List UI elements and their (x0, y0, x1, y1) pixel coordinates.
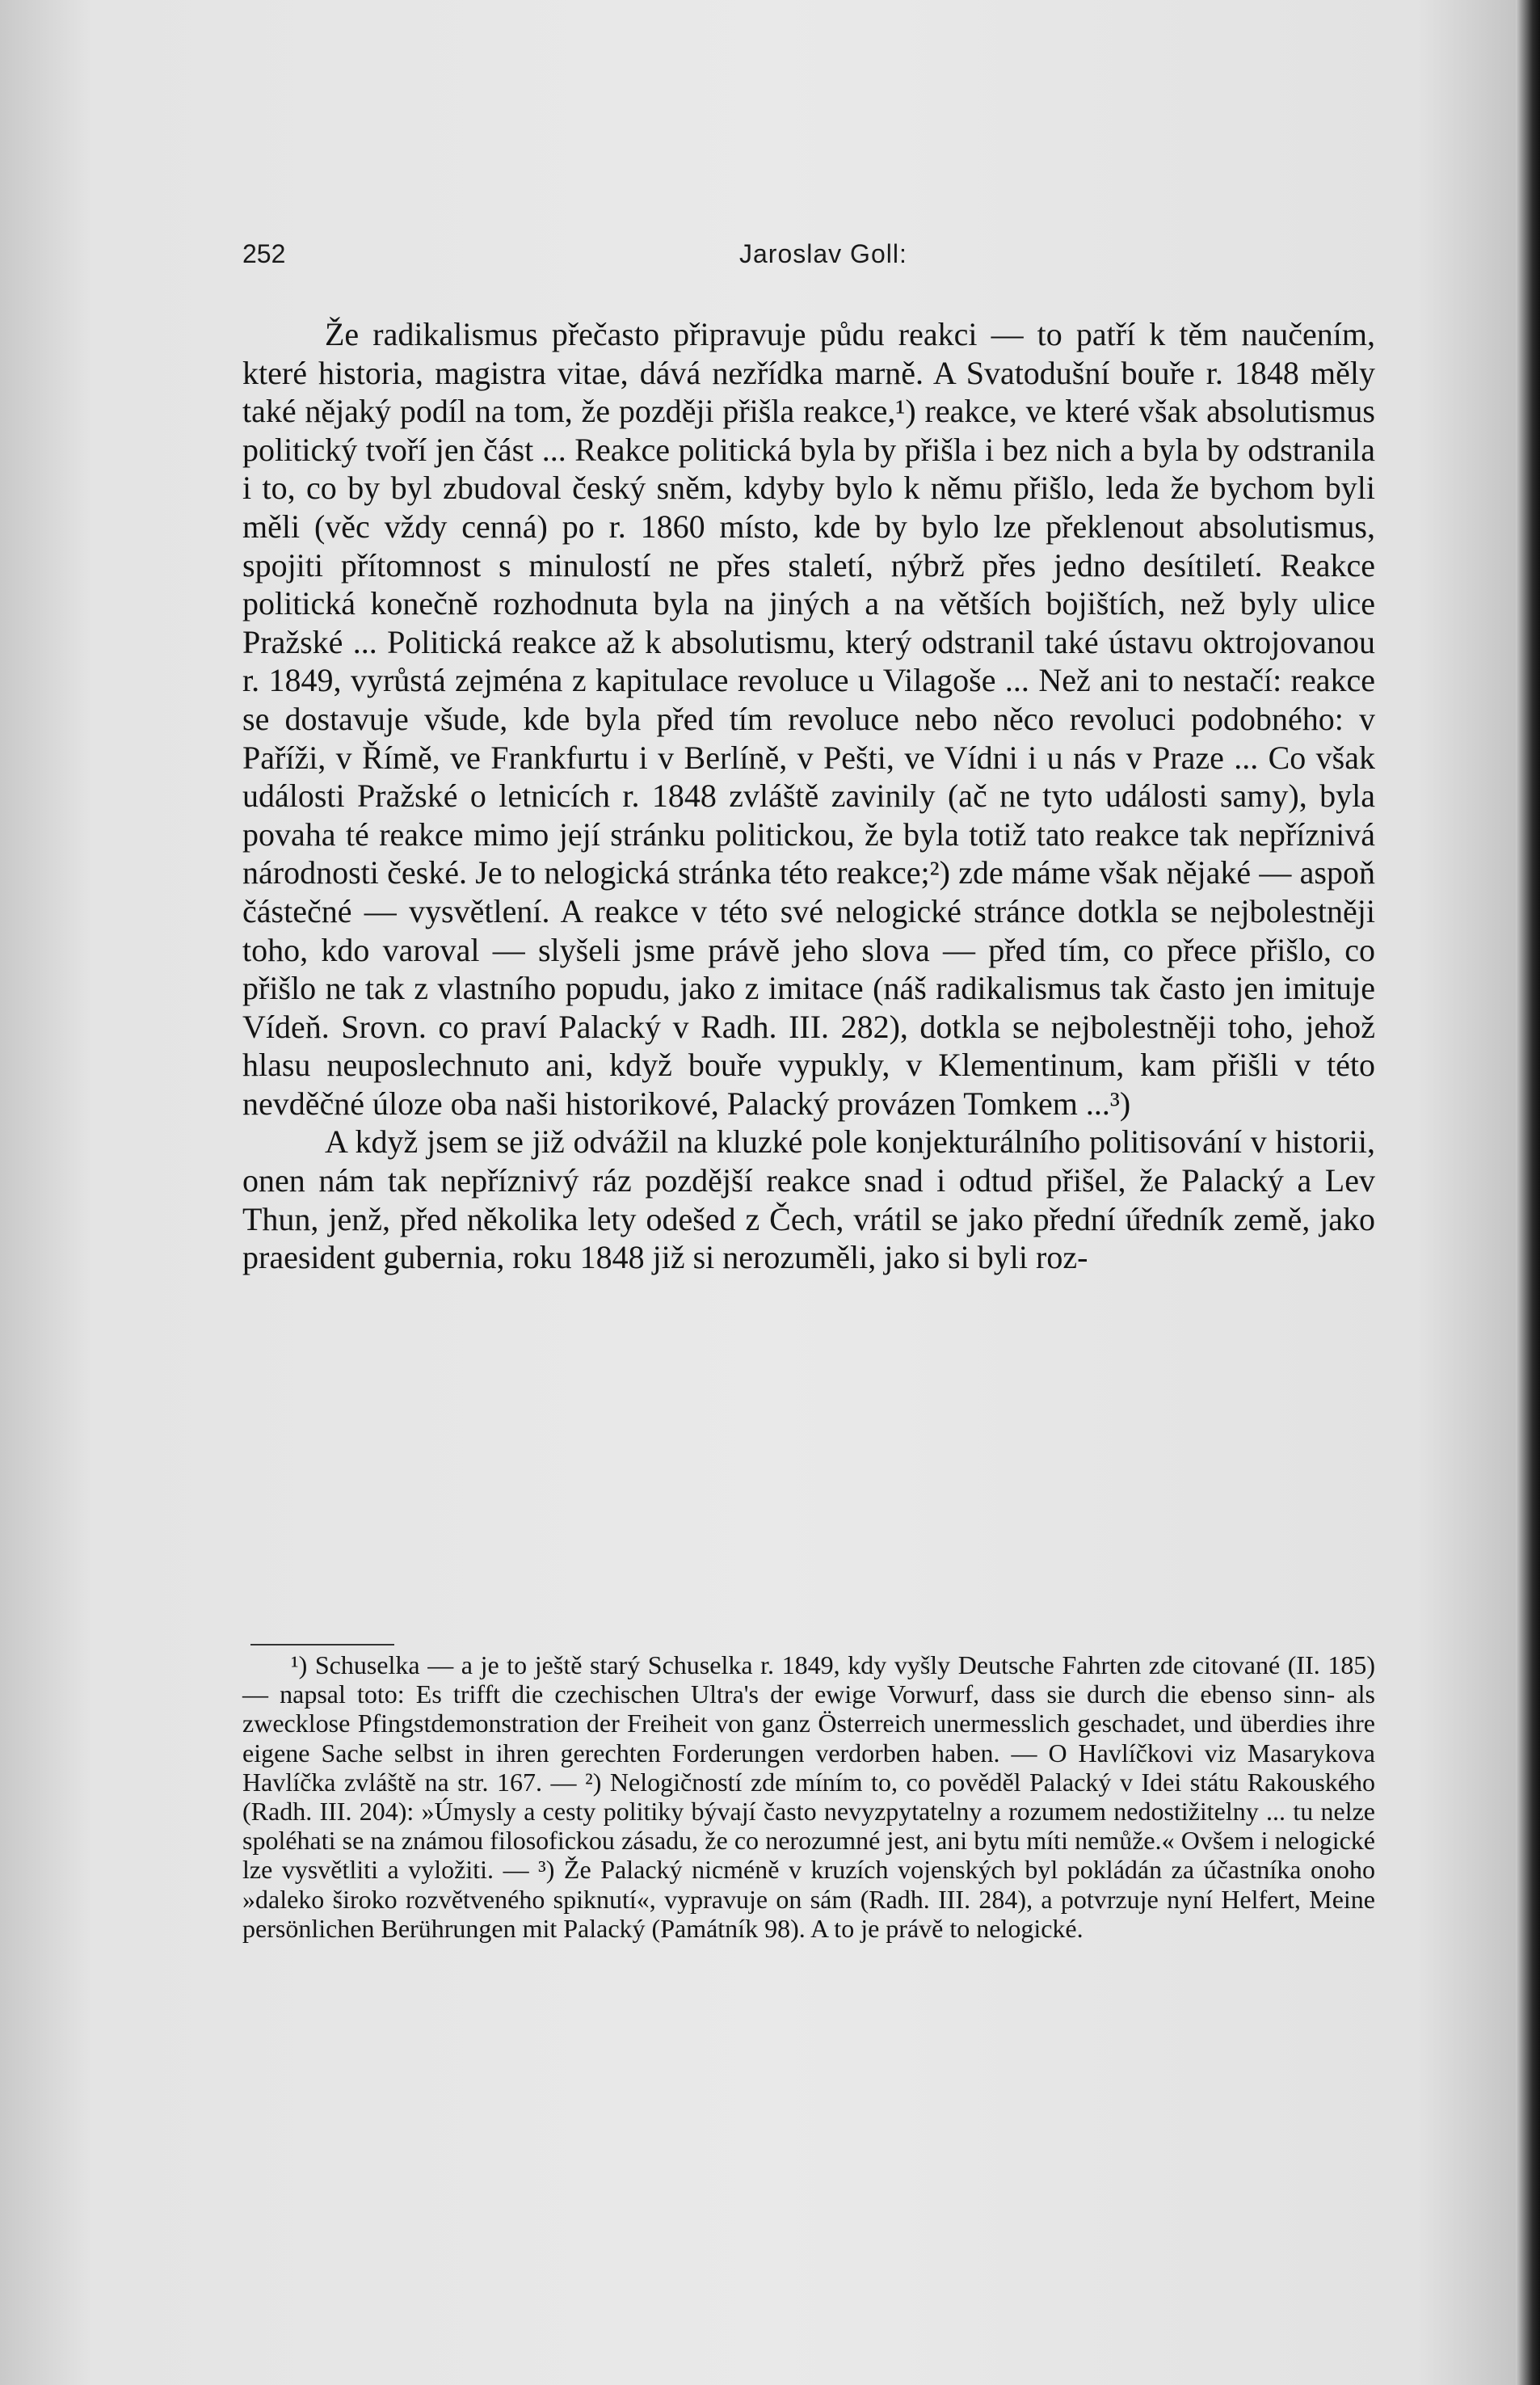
footnotes (242, 1650, 1375, 1943)
page-edge-shadow (1516, 0, 1540, 2385)
footnote-rule (250, 1644, 394, 1645)
running-head: Jaroslav Goll: (739, 239, 907, 268)
paragraph-2: A když jsem se již odvážil na kluzké pole konjekturálního politisování v historii, onen nám tak nepříznivý ráz pozdější reakce snad i odtud přišel, že Palacký a Lev Thun, jenž, před několika lety odešed z Čech, vrátil se jako přední úředník země, jako praesident gubernia, roku 1848 již si nerozuměli, jako si byli roz- (242, 1123, 1375, 1276)
page-number: 252 (242, 239, 286, 268)
footnote-text: ¹) Schuselka — a je to ještě starý Schuselka r. 1849, kdy vyšly Deutsche Fahrten zde citované (II. 185) — napsal toto: Es trifft die czechischen Ultra's der ewige Vorwurf, dass sie durch die ebenso sinn- als zwecklose Pfingstdemonstration der Freiheit von ganz Österreich unermesslich geschadet, und überdies ihre eigene Sache selbst in ihren gerechten Forderungen verdorben haben. — O Havlíčkovi viz Masarykova Havlíčka zvláště na str. 167. — ²) Nelogičností zde míním to, co pověděl Palacký v Idei státu Rakouského (Radh. III. 204): »Úmysly a cesty politiky bývají často nevyzpytatelny a rozumem nedostižitelny ... tu nelze spoléhati se na známou filosofickou zásadu, že co nerozumné jest, ani bytu míti nemůže.« Ovšem i nelogické lze vysvětliti a vyložiti. — ³) Že Palacký nicméně v kruzích vojenských byl pokládán za účastníka onoho »daleko široko rozvětveného spiknutí«, vypravuje on sám (Radh. III. 284), a potvrzuje nyní Helfert, Meine persönlichen Berührungen mit Palacký (Památník 98). A to je právě to nelogické. (242, 1650, 1375, 1943)
main-text (242, 315, 1375, 1277)
paragraph-1: Že radikalismus přečasto připravuje půdu reakci — to patří k těm naučením, které historia, magistra vitae, dává nezřídka marně. A Svatodušní bouře r. 1848 měly také nějaký podíl na tom, že později přišla reakce,¹) reakce, ve které však absolutismus politický tvoří jen část ... Reakce politická byla by přišla i bez nich a byla by odstranila i to, co by byl zbudoval český sněm, kdyby bylo k němu přišlo, leda že bychom byli měli (věc vždy cenná) po r. 1860 místo, kde by bylo lze překlenout absolutismus, spojiti přítomnost s minulostí ne přes staletí, nýbrž přes jedno desítiletí. Reakce politická konečně rozhodnuta byla na jiných a na větších bojištích, než byly ulice Pražské ... Politická reakce až k absolutismu, který odstranil také ústavu oktrojovanou r. 1849, vyrůstá zejména z kapitulace revoluce u Vilagoše ... Než ani to nestačí: reakce se dostavuje všude, kde byla před tím revoluce nebo něco revoluci podobného: v Paříži, v Římě, ve Frankfurtu i v Berlíně, v Pešti, ve Vídni i u nás v Praze ... Co však události Pražské o letnicích r. 1848 zvláště zavinily (ač ne tyto události samy), byla povaha té reakce mimo její stránku politickou, že byla totiž tato reakce tak nepříznivá národnosti české. Je to nelogická stránka této reakce;²) zde máme však nějaké — aspoň částečné — vysvětlení. A reakce v této své nelogické stránce dotkla se nejbolestněji toho, kdo varoval — slyšeli jsme právě jeho slova — před tím, co přece přišlo, co přišlo ne tak z vlastního popudu, jako z imitace (náš radikalismus tak často jen imituje Vídeň. Srovn. co praví Palacký v Radh. III. 282), dotkla se nejbolestněji toho, jehož hlasu neuposlechnuto ani, když bouře vypukly, v Klementinum, kam přišli v této nevděčné úloze oba naši historikové, Palacký provázen Tomkem ...³) (242, 316, 1375, 1122)
page-header (242, 239, 1374, 278)
